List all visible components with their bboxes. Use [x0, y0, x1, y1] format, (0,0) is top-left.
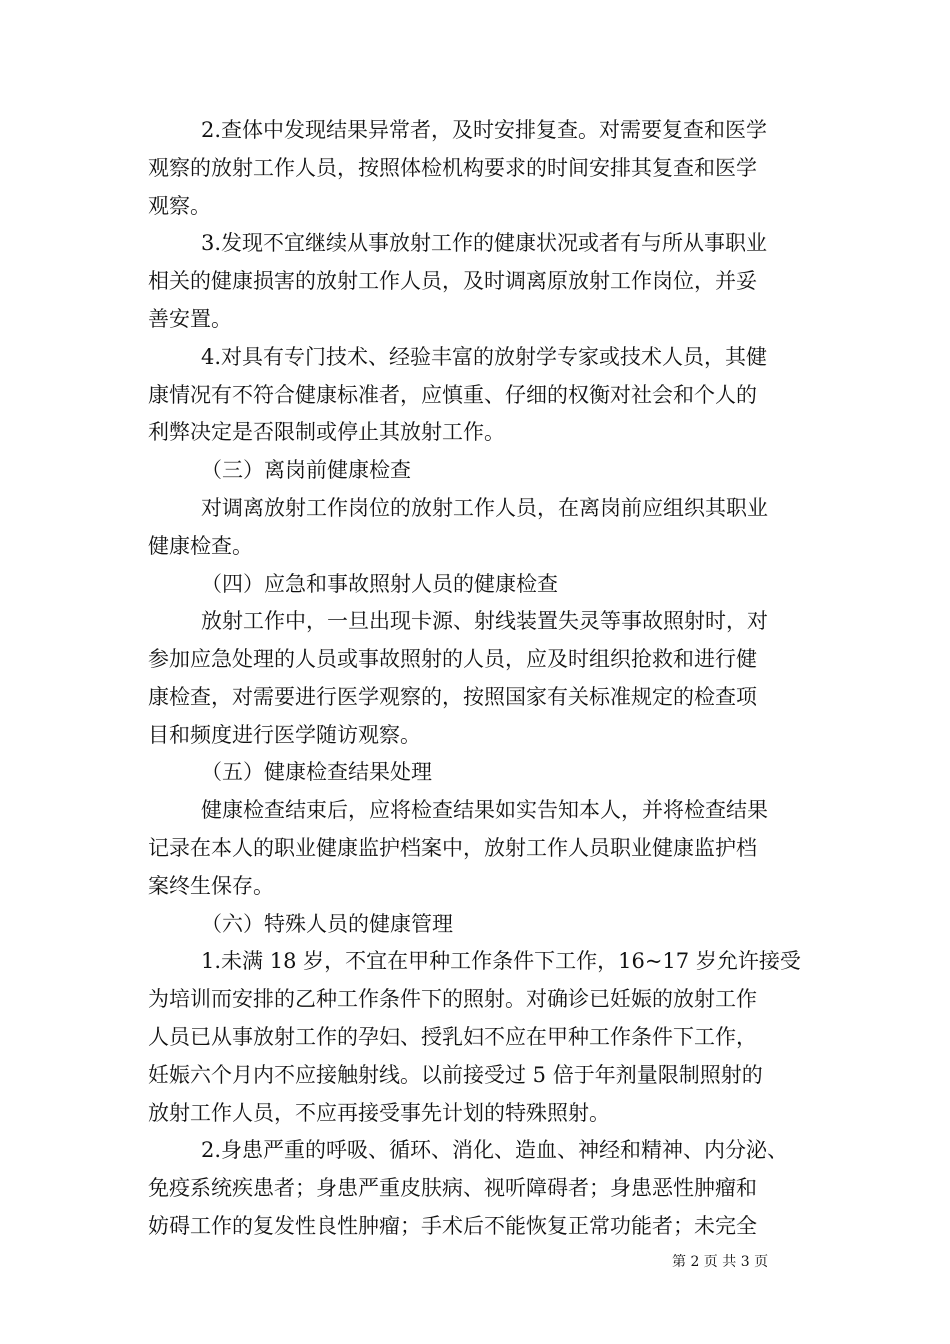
text-line: 人员已从事放射工作的孕妇、授乳妇不应在甲种工作条件下工作，: [148, 1025, 757, 1049]
text-line: 放射工作中，一旦出现卡源、射线装置失灵等事故照射时，对: [201, 609, 768, 633]
section-heading: （四）应急和事故照射人员的健康检查: [201, 572, 558, 596]
text-line: 善安置。: [148, 307, 232, 331]
text-line: 1.未满 18 岁，不宜在甲种工作条件下工作，16~17 岁允许接受: [201, 949, 801, 973]
text-line: 放射工作人员，不应再接受事先计划的特殊照射。: [148, 1101, 610, 1125]
text-line: 记录在本人的职业健康监护档案中，放射工作人员职业健康监护档: [148, 836, 757, 860]
text-line: 妨碍工作的复发性良性肿瘤；手术后不能恢复正常功能者；未完全: [148, 1214, 757, 1238]
text-line: 健康检查结束后，应将检查结果如实告知本人，并将检查结果: [201, 798, 768, 822]
text-line: 观察。: [148, 194, 211, 218]
page-number-footer: 第 2 页 共 3 页: [672, 1254, 769, 1270]
text-line: 目和频度进行医学随访观察。: [148, 723, 421, 747]
text-line: 妊娠六个月内不应接触射线。以前接受过 5 倍于年剂量限制照射的: [148, 1063, 763, 1087]
text-line: 康情况有不符合健康标准者，应慎重、仔细的权衡对社会和个人的: [148, 383, 757, 407]
section-heading: （三）离岗前健康检查: [201, 458, 411, 482]
text-line: 利弊决定是否限制或停止其放射工作。: [148, 420, 505, 444]
text-line: 观察的放射工作人员，按照体检机构要求的时间安排其复查和医学: [148, 156, 757, 180]
text-line: 免疫系统疾患者；身患严重皮肤病、视听障碍者；身患恶性肿瘤和: [148, 1176, 757, 1200]
text-line: 案终生保存。: [148, 874, 274, 898]
section-heading: （六）特殊人员的健康管理: [201, 912, 453, 936]
text-line: 4.对具有专门技术、经验丰富的放射学专家或技术人员，其健: [201, 345, 768, 369]
text-line: 健康检查。: [148, 534, 253, 558]
text-line: 康检查，对需要进行医学观察的，按照国家有关标准规定的检查项: [148, 685, 757, 709]
text-line: 相关的健康损害的放射工作人员，及时调离原放射工作岗位，并妥: [148, 269, 757, 293]
section-heading: （五）健康检查结果处理: [201, 760, 432, 784]
text-line: 参加应急处理的人员或事故照射的人员，应及时组织抢救和进行健: [148, 647, 757, 671]
text-line: 为培训而安排的乙种工作条件下的照射。对确诊已妊娠的放射工作: [148, 987, 757, 1011]
text-line: 3.发现不宜继续从事放射工作的健康状况或者有与所从事职业: [201, 231, 768, 255]
text-line: 2.查体中发现结果异常者，及时安排复查。对需要复查和医学: [201, 118, 768, 142]
text-line: 对调离放射工作岗位的放射工作人员，在离岗前应组织其职业: [201, 496, 768, 520]
text-line: 2.身患严重的呼吸、循环、消化、造血、神经和精神、内分泌、: [201, 1138, 789, 1162]
